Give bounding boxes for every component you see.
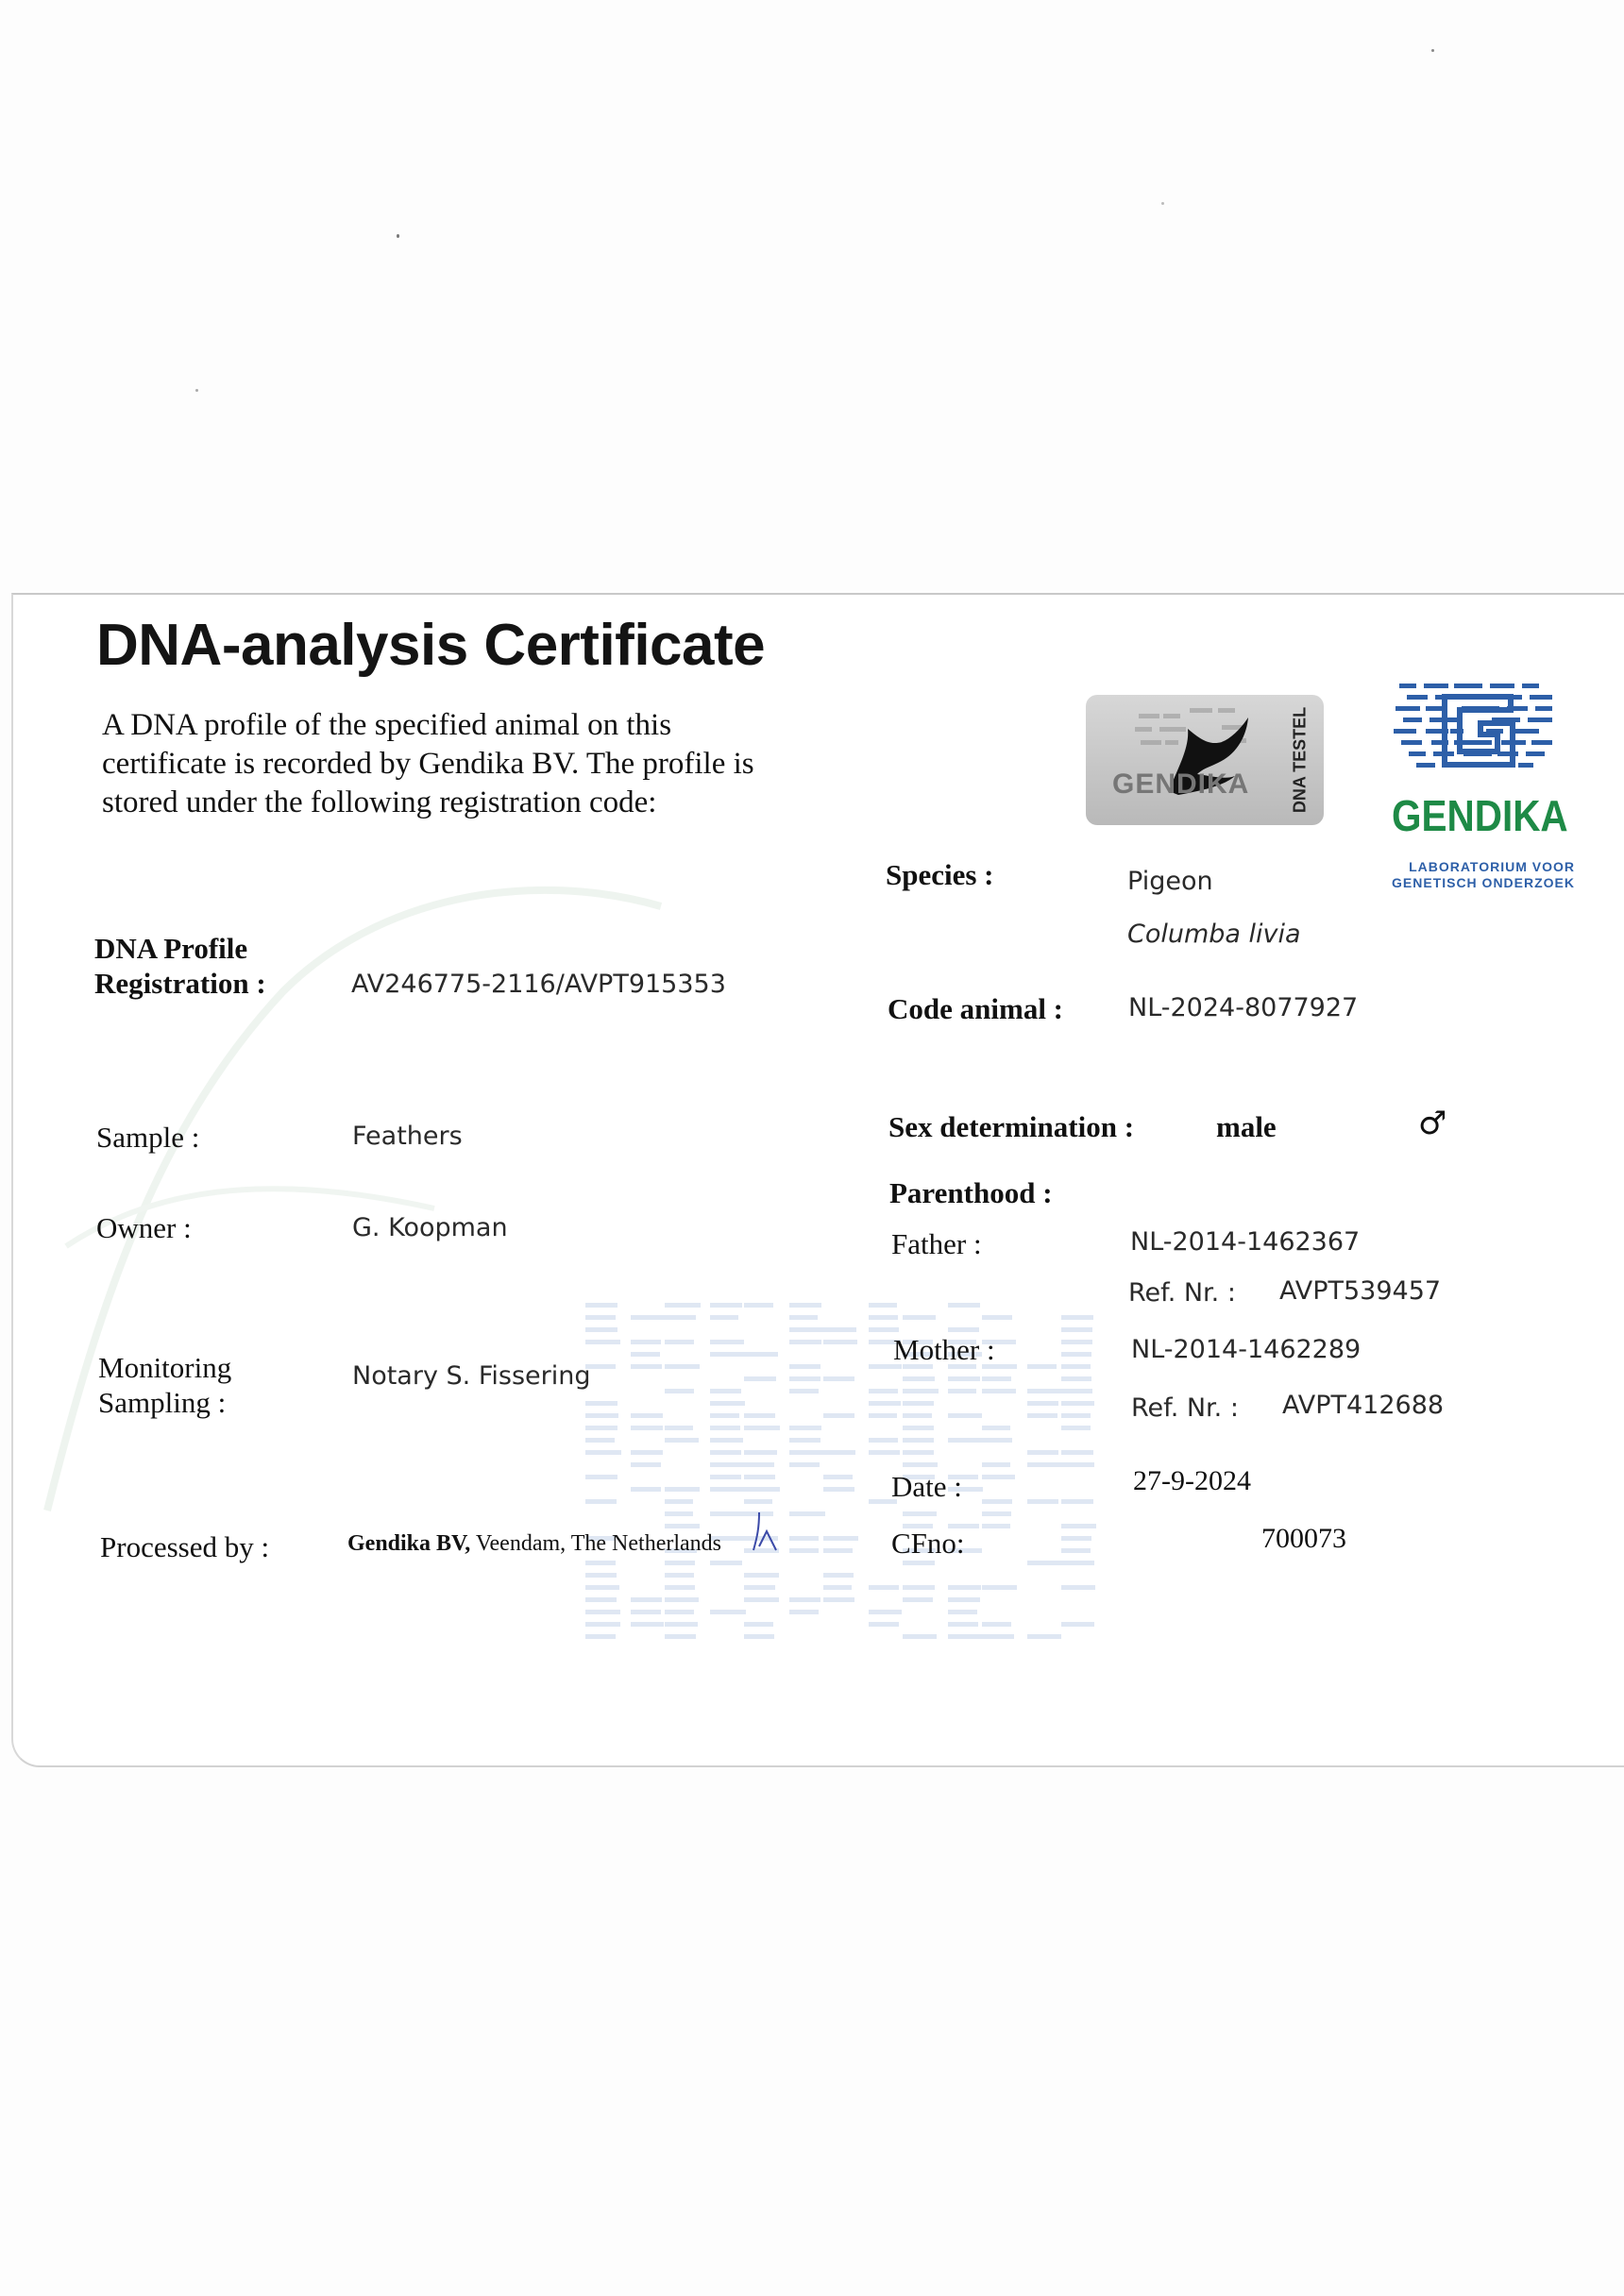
species-common: Pigeon	[1127, 867, 1213, 896]
watermark-bar	[710, 1389, 741, 1393]
watermark-bar	[744, 1487, 780, 1492]
watermark-bar	[982, 1389, 1016, 1393]
father-label: Father :	[891, 1227, 982, 1260]
watermark-bar	[903, 1315, 936, 1320]
watermark-bar	[710, 1511, 745, 1516]
watermark-bar	[631, 1462, 661, 1467]
watermark-bar	[869, 1450, 900, 1455]
sample-value: Feathers	[352, 1122, 463, 1151]
watermark-bar	[585, 1401, 617, 1406]
watermark-bar	[744, 1462, 774, 1467]
watermark-bar	[744, 1303, 773, 1308]
watermark-bar	[823, 1597, 854, 1602]
owner-label: Owner :	[96, 1211, 192, 1244]
sample-label: Sample :	[96, 1121, 200, 1154]
watermark-bar	[903, 1597, 933, 1602]
watermark-bar	[1027, 1450, 1058, 1455]
owner-value: G. Koopman	[352, 1213, 508, 1242]
watermark-bar	[585, 1475, 617, 1479]
watermark-bar	[665, 1303, 701, 1308]
watermark-bar	[665, 1389, 694, 1393]
watermark-bar	[1027, 1364, 1057, 1369]
watermark-bar	[823, 1450, 855, 1455]
watermark-bar	[585, 1610, 620, 1614]
watermark-bar	[1061, 1622, 1094, 1627]
father-ref-label: Ref. Nr. :	[1128, 1278, 1236, 1308]
watermark-bar	[1061, 1340, 1092, 1344]
watermark-bar	[1061, 1364, 1091, 1369]
watermark-bar	[1061, 1561, 1094, 1565]
watermark-bar	[585, 1450, 621, 1455]
watermark-bar	[744, 1634, 774, 1639]
watermark-bar	[1027, 1401, 1058, 1406]
watermark-bar	[1061, 1524, 1096, 1528]
processed-label: Processed by :	[100, 1530, 270, 1563]
watermark-bar	[1027, 1561, 1061, 1565]
watermark-bar	[710, 1475, 741, 1479]
watermark-bar	[631, 1315, 665, 1320]
watermark-bar	[744, 1475, 775, 1479]
watermark-bar	[789, 1462, 820, 1467]
watermark-bar	[823, 1573, 854, 1578]
watermark-bar	[744, 1426, 780, 1430]
watermark-bar	[823, 1327, 856, 1332]
watermark-bar	[710, 1315, 738, 1320]
watermark-bar	[982, 1475, 1015, 1479]
watermark-bar	[789, 1511, 825, 1516]
cfno-value: 700073	[1261, 1523, 1346, 1554]
watermark-bar	[1027, 1634, 1061, 1639]
sticker-side-text: DNA TESTEL	[1290, 706, 1310, 814]
watermark-bar	[869, 1315, 898, 1320]
watermark-bar	[903, 1634, 937, 1639]
watermark-bar	[585, 1561, 616, 1565]
logo-bar	[1416, 763, 1435, 768]
watermark-bar	[710, 1413, 739, 1418]
watermark-bar	[585, 1303, 617, 1308]
watermark-bar	[665, 1364, 700, 1369]
watermark-bar	[948, 1634, 984, 1639]
watermark-bar	[710, 1610, 746, 1614]
watermark-bar	[982, 1462, 1010, 1467]
watermark-bar	[1061, 1352, 1091, 1357]
watermark-bar	[789, 1438, 820, 1443]
watermark-bar	[631, 1340, 661, 1344]
watermark-bar	[665, 1573, 694, 1578]
watermark-bar	[585, 1413, 618, 1418]
watermark-bar	[903, 1585, 935, 1590]
watermark-bar	[948, 1413, 982, 1418]
watermark-bar	[948, 1303, 980, 1308]
watermark-bar	[948, 1597, 980, 1602]
watermark-bar	[665, 1499, 693, 1504]
watermark-bar	[1061, 1499, 1093, 1504]
watermark-bar	[1061, 1450, 1093, 1455]
watermark-bar	[982, 1315, 1012, 1320]
watermark-bar	[869, 1585, 899, 1590]
watermark-bar	[665, 1487, 700, 1492]
watermark-bar	[665, 1561, 695, 1565]
mother-value: NL-2014-1462289	[1131, 1335, 1362, 1364]
watermark-bar	[710, 1426, 740, 1430]
watermark-bar	[982, 1376, 1011, 1381]
watermark-bar	[1061, 1376, 1091, 1381]
watermark-bar	[665, 1524, 700, 1528]
logo-bar	[1407, 695, 1428, 700]
watermark-bar	[665, 1426, 693, 1430]
watermark-bar	[744, 1376, 776, 1381]
watermark-bar	[982, 1585, 1017, 1590]
watermark-bar	[585, 1597, 617, 1602]
watermark-bar	[903, 1561, 935, 1565]
watermark-bar	[585, 1499, 617, 1504]
profile-registration-value: AV246775-2116/AVPT915353	[351, 970, 726, 999]
watermark-bar	[1027, 1499, 1058, 1504]
watermark-bar	[665, 1585, 695, 1590]
watermark-bar	[823, 1475, 853, 1479]
watermark-bar	[823, 1585, 852, 1590]
watermark-bar	[948, 1622, 978, 1627]
watermark-bar	[665, 1438, 699, 1443]
watermark-bar	[744, 1597, 779, 1602]
watermark-bar	[789, 1364, 820, 1369]
watermark-bar	[744, 1450, 777, 1455]
father-ref-value: AVPT539457	[1279, 1276, 1442, 1306]
watermark-bar	[823, 1376, 854, 1381]
monitoring-label: Monitoring Sampling :	[98, 1351, 232, 1419]
watermark-bar	[903, 1413, 932, 1418]
watermark-bar	[869, 1413, 897, 1418]
watermark-bar	[903, 1401, 934, 1406]
watermark-bar	[1061, 1413, 1091, 1418]
watermark-bar	[948, 1585, 981, 1590]
watermark-bar	[1061, 1548, 1091, 1553]
mother-ref-label: Ref. Nr. :	[1131, 1393, 1239, 1423]
watermark-bar	[1061, 1401, 1094, 1406]
watermark-bar	[789, 1597, 820, 1602]
watermark-bar	[744, 1622, 773, 1627]
signature-mark	[748, 1509, 782, 1554]
scan-speck	[1161, 202, 1164, 205]
watermark-bar	[869, 1401, 901, 1406]
watermark-bar	[948, 1389, 976, 1393]
logo-bar	[1394, 729, 1416, 734]
watermark-bar	[631, 1597, 662, 1602]
gendika-logo-text: GENDIKA	[1392, 791, 1568, 840]
watermark-bar	[1061, 1327, 1092, 1332]
watermark-bar	[1061, 1315, 1093, 1320]
watermark-bar	[1061, 1585, 1095, 1590]
watermark-bar	[585, 1585, 619, 1590]
watermark-bar	[744, 1573, 779, 1578]
father-value: NL-2014-1462367	[1130, 1227, 1361, 1257]
watermark-bar	[903, 1426, 934, 1430]
watermark-bar	[823, 1487, 854, 1492]
watermark-bar	[665, 1622, 698, 1627]
species-latin: Columba livia	[1127, 920, 1301, 949]
watermark-bar	[631, 1610, 661, 1614]
logo-bar	[1531, 740, 1552, 745]
watermark-bar	[665, 1511, 693, 1516]
watermark-bar	[710, 1450, 741, 1455]
mother-label: Mother :	[893, 1333, 995, 1366]
logo-bar	[1454, 684, 1482, 688]
logo-bar	[1526, 751, 1545, 756]
processed-value: Gendika BV, Veendam, The Netherlands	[347, 1531, 721, 1556]
watermark-bar	[903, 1450, 934, 1455]
watermark-bar	[1027, 1462, 1062, 1467]
watermark-bar	[948, 1610, 977, 1614]
watermark-bar	[982, 1511, 1011, 1516]
watermark-bar	[903, 1438, 934, 1443]
code-animal-label: Code animal :	[888, 992, 1063, 1025]
dna-test-sticker	[1086, 695, 1324, 825]
watermark-bar	[903, 1376, 935, 1381]
watermark-bar	[710, 1401, 745, 1406]
watermark-bar	[665, 1597, 699, 1602]
watermark-bar	[982, 1438, 1012, 1443]
watermark-bar	[869, 1438, 898, 1443]
watermark-bar	[631, 1622, 664, 1627]
scan-speck	[195, 389, 198, 392]
watermark-bar	[903, 1462, 938, 1467]
watermark-bar	[869, 1610, 902, 1614]
gendika-logo-subtitle: LABORATORIUM VOOR GENETISCH ONDERZOEK	[1391, 859, 1575, 890]
logo-bar	[1528, 718, 1552, 722]
watermark-bar	[789, 1376, 820, 1381]
watermark-bar	[789, 1340, 821, 1344]
watermark-bar	[1061, 1462, 1094, 1467]
watermark-bar	[665, 1634, 696, 1639]
monitoring-value: Notary S. Fissering	[352, 1361, 591, 1391]
watermark-bar	[789, 1548, 819, 1553]
watermark-bar	[710, 1340, 744, 1344]
sticker-brand: GENDIKA	[1112, 768, 1250, 800]
watermark-bar	[982, 1622, 1011, 1627]
watermark-bar	[631, 1450, 663, 1455]
watermark-bar	[744, 1413, 775, 1418]
watermark-bar	[823, 1340, 857, 1344]
cfno-label: CFno:	[891, 1527, 965, 1560]
watermark-bar	[585, 1426, 617, 1430]
watermark-bar	[789, 1327, 823, 1332]
watermark-bar	[823, 1536, 858, 1541]
watermark-bar	[585, 1634, 616, 1639]
watermark-bar	[869, 1622, 899, 1627]
watermark-bar	[585, 1573, 617, 1578]
watermark-bar	[789, 1389, 819, 1393]
watermark-bar	[982, 1524, 1010, 1528]
watermark-bar	[823, 1548, 853, 1553]
watermark-bar	[631, 1352, 660, 1357]
watermark-bar	[1061, 1389, 1092, 1393]
watermark-bar	[665, 1340, 694, 1344]
watermark-bar	[585, 1622, 620, 1627]
watermark-bar	[1061, 1536, 1091, 1541]
parenthood-label: Parenthood :	[889, 1176, 1053, 1209]
watermark-bar	[789, 1315, 818, 1320]
watermark-bar	[982, 1634, 1014, 1639]
watermark-bar	[789, 1426, 821, 1430]
watermark-bar	[665, 1610, 694, 1614]
code-animal-value: NL-2024-8077927	[1128, 993, 1359, 1022]
watermark-bar	[982, 1426, 1010, 1430]
watermark-bar	[710, 1487, 745, 1492]
watermark-bar	[665, 1315, 696, 1320]
logo-bar	[1399, 684, 1416, 688]
male-symbol-icon: ♂	[1418, 1105, 1447, 1142]
watermark-bar	[1027, 1389, 1061, 1393]
gendika-logo-icon	[1388, 678, 1577, 782]
watermark-bar	[585, 1315, 616, 1320]
watermark-bar	[631, 1364, 662, 1369]
watermark-bar	[789, 1536, 819, 1541]
logo-bar	[1403, 718, 1422, 722]
watermark-bar	[1061, 1426, 1091, 1430]
watermark-bar	[789, 1303, 821, 1308]
watermark-bar	[903, 1389, 939, 1393]
sex-label: Sex determination :	[888, 1110, 1135, 1143]
sex-value: male	[1216, 1110, 1277, 1143]
watermark-bar	[823, 1413, 854, 1418]
watermark-bar	[710, 1303, 742, 1308]
scan-speck	[397, 234, 399, 238]
watermark-bar	[744, 1499, 772, 1504]
scan-speck	[1431, 49, 1434, 52]
watermark-bar	[710, 1438, 743, 1443]
logo-bar	[1401, 740, 1422, 745]
watermark-bar	[744, 1352, 778, 1357]
watermark-bar	[631, 1413, 663, 1418]
watermark-bar	[710, 1352, 745, 1357]
watermark-bar	[948, 1376, 980, 1381]
date-value: 27-9-2024	[1133, 1465, 1251, 1496]
watermark-bar	[869, 1303, 897, 1308]
logo-bar	[1530, 695, 1552, 700]
certificate-title: DNA-analysis Certificate	[96, 613, 766, 678]
logo-bar	[1424, 684, 1448, 688]
watermark-bar	[631, 1426, 663, 1430]
watermark-bar	[744, 1585, 775, 1590]
logo-bar	[1518, 763, 1533, 768]
watermark-bar	[903, 1511, 937, 1516]
logo-bar	[1490, 684, 1514, 688]
logo-bar	[1535, 706, 1552, 711]
watermark-bar	[869, 1389, 898, 1393]
logo-bar	[1396, 706, 1420, 711]
watermark-bar	[631, 1487, 661, 1492]
dna-bars-watermark	[557, 1303, 1161, 1652]
watermark-bar	[585, 1438, 615, 1443]
watermark-bar	[710, 1561, 742, 1565]
watermark-bar	[585, 1340, 620, 1344]
logo-bar	[1409, 751, 1426, 756]
watermark-bar	[1027, 1413, 1057, 1418]
logo-bar	[1522, 684, 1539, 688]
watermark-bar	[585, 1327, 617, 1332]
intro-text: A DNA profile of the specified animal on this certificate is recorded by Gendika BV. The profile is stored under the following registration code:	[102, 708, 754, 819]
watermark-bar	[948, 1438, 984, 1443]
species-label: Species :	[886, 858, 994, 891]
watermark-bar	[789, 1610, 819, 1614]
watermark-bar	[710, 1462, 745, 1467]
date-label: Date :	[891, 1470, 962, 1503]
watermark-bar	[789, 1450, 823, 1455]
watermark-bar	[982, 1499, 1012, 1504]
profile-label: DNA Profile Registration :	[94, 932, 266, 1000]
mother-ref-value: AVPT412688	[1282, 1391, 1445, 1420]
